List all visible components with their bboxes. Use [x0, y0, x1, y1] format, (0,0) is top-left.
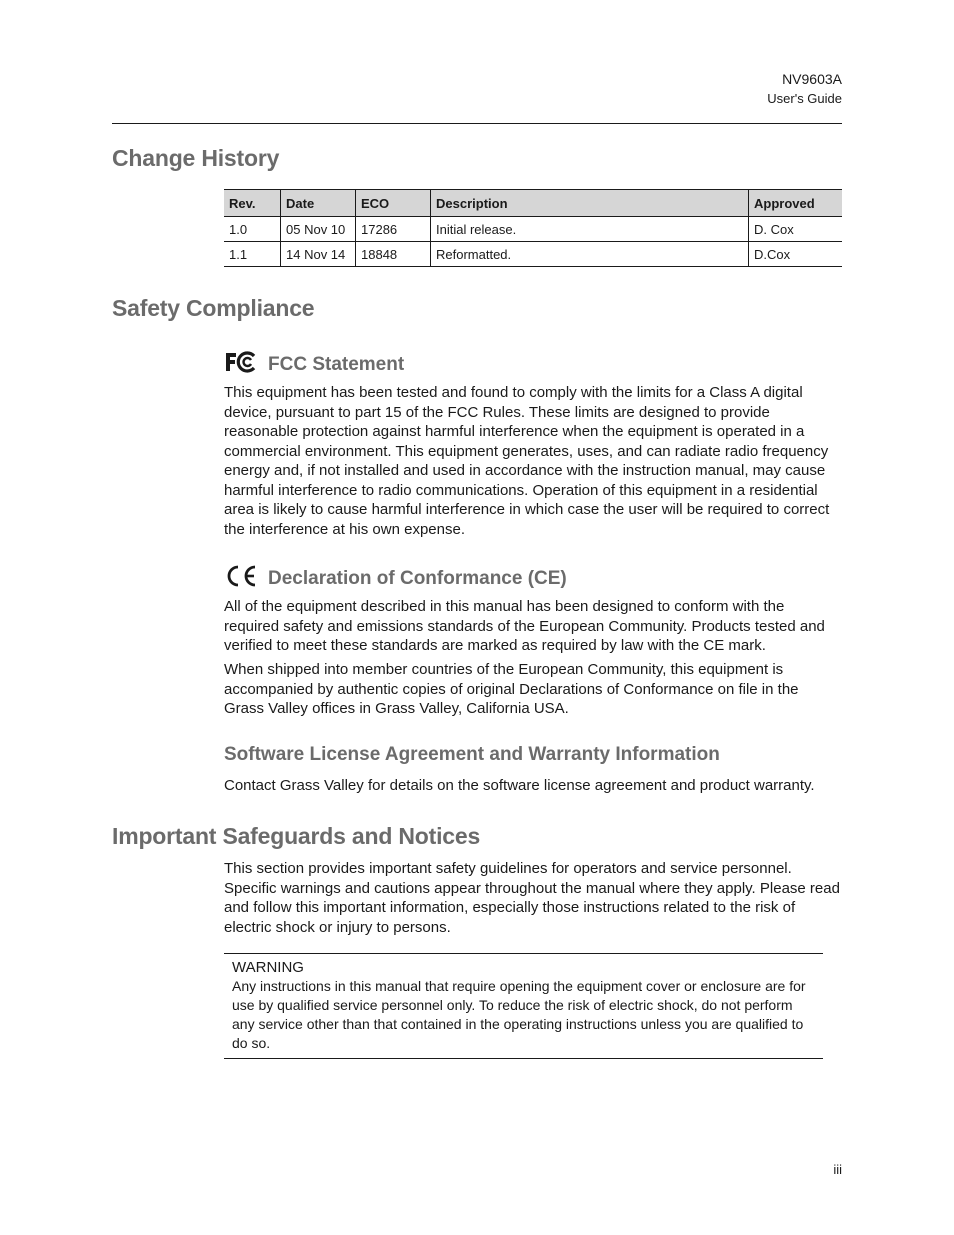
ce-declaration-title: Declaration of Conformance (CE): [268, 568, 567, 589]
table-cell: 17286: [356, 217, 431, 242]
column-header: Rev.: [224, 190, 281, 217]
table-cell: 05 Nov 10: [281, 217, 356, 242]
table-cell: 1.0: [224, 217, 281, 242]
fcc-statement-body: This equipment has been tested and found to comply with the limits for a Class A digital device, pursuant to part 15 of the FCC Rules. These limits are designed to provide reasonable protection against harmful interference when the equipment is operated in a commercial environment. This equipment generates, uses, and can radiate radio frequency energy and, if not installed and used in accordance with the instruction manual, may cause harmful interference to radio communications. Operation of this equipment in a residential area is likely to cause harmful interference in which case the user will be required to correct the interference at his own expense.: [224, 384, 830, 538]
ce-declaration-body-1: All of the equipment described in this manual has been designed to conform with the required safety and emissions standards of the European Community. Products tested and verified to meet these standards are marked as required by law with the CE mark.: [224, 598, 825, 654]
column-header: ECO: [356, 190, 431, 217]
warning-box: [224, 953, 823, 1059]
change-history-heading: Change History: [112, 145, 280, 171]
ce-declaration-heading: [224, 564, 567, 594]
header-rule: [112, 123, 842, 124]
software-license-heading: Software License Agreement and Warranty Information: [224, 744, 720, 765]
page-number: iii: [833, 1162, 842, 1177]
software-license-body: Contact Grass Valley for details on the software license agreement and product warranty.: [224, 777, 815, 794]
safety-compliance-heading: Safety Compliance: [112, 295, 315, 321]
guide-name: User's Guide: [767, 91, 842, 106]
table-cell: 1.1: [224, 242, 281, 267]
table-cell: 14 Nov 14: [281, 242, 356, 267]
table-row: [224, 242, 842, 267]
important-safeguards-heading: Important Safeguards and Notices: [112, 823, 481, 849]
fcc-statement-heading: [224, 351, 404, 379]
product-name: NV9603A: [782, 71, 842, 87]
ce-mark-icon: [224, 564, 258, 594]
important-safeguards-body: This section provides important safety guidelines for operators and service personnel. Specific warnings and cautions appear throughout the manual where they apply. Please read and follow this important information, especially those instructions related to the risk of electric shock or injury to persons.: [224, 860, 840, 936]
column-header: Approved: [749, 190, 843, 217]
table-cell: Initial release.: [431, 217, 749, 242]
warning-title: WARNING: [232, 959, 304, 976]
column-header: Date: [281, 190, 356, 217]
table-cell: D.Cox: [749, 242, 843, 267]
change-history-table: [224, 189, 842, 267]
table-header-row: [224, 190, 842, 217]
fcc-logo-icon: [224, 351, 258, 379]
table-row: [224, 217, 842, 242]
ce-declaration-body-2: When shipped into member countries of the European Community, this equipment is accompanied by authentic copies of original Declarations of Conformance on file in the Grass Valley offices in Grass Valley, California USA.: [224, 661, 799, 717]
fcc-statement-title: FCC Statement: [268, 354, 405, 375]
table-cell: D. Cox: [749, 217, 843, 242]
column-header: Description: [431, 190, 749, 217]
page-header: [767, 70, 842, 108]
warning-body: Any instructions in this manual that require opening the equipment cover or enclosure are for use by qualified service personnel only. To reduce the risk of electric shock, do not perform any service other than that contained in the operating instructions unless you are qualified to do so.: [232, 978, 806, 1051]
table-cell: 18848: [356, 242, 431, 267]
table-cell: Reformatted.: [431, 242, 749, 267]
